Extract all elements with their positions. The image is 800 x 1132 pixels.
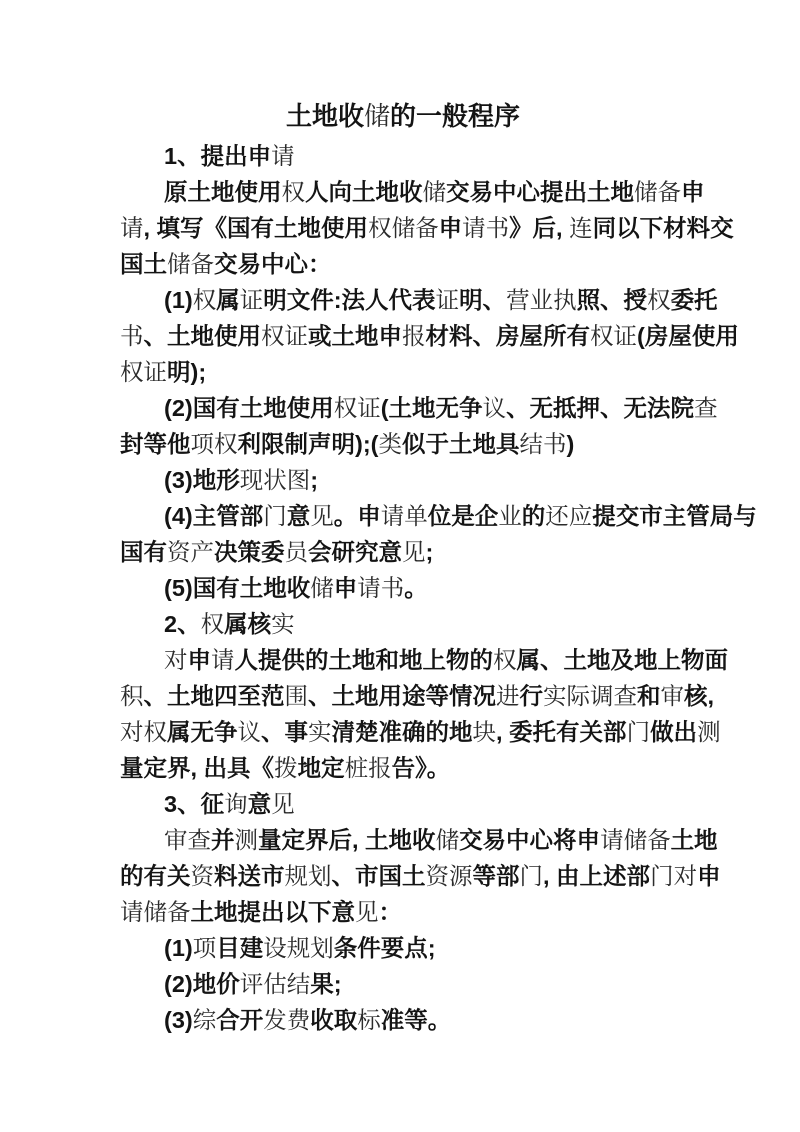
fallback-glyph: 积 xyxy=(120,684,144,710)
fallback-glyph: 备 xyxy=(190,252,214,278)
fallback-glyph: 应 xyxy=(568,504,593,530)
text-line: 封等他项权利限制声明);(类似于土地具结书) xyxy=(120,431,575,458)
fallback-glyph: 源 xyxy=(449,864,473,890)
fallback-glyph: 报 xyxy=(402,324,426,350)
text-line: 书、土地使用权证或土地申报材料、房屋所有权证(房屋使用 xyxy=(120,323,739,350)
fallback-glyph: 审 xyxy=(164,828,188,854)
fallback-glyph: 证 xyxy=(435,288,460,314)
text-line: 对权属无争议、事实清楚准确的地块, 委托有关部门做出测 xyxy=(120,719,721,746)
fallback-glyph: 门 xyxy=(519,864,543,890)
fallback-glyph: 结 xyxy=(519,432,543,458)
fallback-glyph: 资 xyxy=(425,864,449,890)
fallback-glyph: 证 xyxy=(613,324,637,350)
fallback-glyph: 规 xyxy=(284,864,308,890)
fallback-glyph: 见 xyxy=(402,540,426,566)
fallback-glyph: 围 xyxy=(284,684,308,710)
fallback-glyph: 对 xyxy=(120,720,144,746)
fallback-glyph: 备 xyxy=(167,900,191,926)
fallback-glyph: 现 xyxy=(239,468,264,494)
fallback-glyph: 储 xyxy=(623,828,648,854)
fallback-glyph: 拨 xyxy=(274,756,298,782)
fallback-glyph: 证 xyxy=(357,396,381,422)
text-line: (5)国有土地收储申请书。 xyxy=(164,575,428,602)
fallback-glyph: 权 xyxy=(214,432,238,458)
fallback-glyph: 议 xyxy=(237,720,261,746)
text-line: 的有关资料送市规划、市国土资源等部门, 由上述部门对申 xyxy=(120,863,721,890)
fallback-glyph: 权 xyxy=(120,360,144,386)
fallback-glyph: 费 xyxy=(286,1008,311,1034)
fallback-glyph: 查 xyxy=(187,828,211,854)
text-line: 2、权属核实 xyxy=(164,611,295,638)
fallback-glyph: 审 xyxy=(660,684,684,710)
text-line: (4)主管部门意见。申请单位是企业的还应提交市主管局与 xyxy=(164,503,757,530)
text-line: 请储备土地提出以下意见： xyxy=(120,899,402,926)
fallback-glyph: 查 xyxy=(613,684,637,710)
fallback-glyph: 门 xyxy=(626,720,651,746)
fallback-glyph: 书 xyxy=(380,576,405,602)
document-body xyxy=(120,139,757,1039)
fallback-glyph: 评 xyxy=(239,972,264,998)
fallback-glyph: 产 xyxy=(190,540,214,566)
text-line: 国有资产决策委员会研究意见; xyxy=(120,539,434,566)
fallback-glyph: 报 xyxy=(368,756,392,782)
fallback-glyph: 际 xyxy=(566,684,590,710)
fallback-glyph: 员 xyxy=(284,540,308,566)
fallback-glyph: 书 xyxy=(485,216,510,242)
fallback-glyph: 进 xyxy=(496,684,520,710)
fallback-glyph: 请 xyxy=(462,216,486,242)
fallback-glyph: 规 xyxy=(286,936,311,962)
fallback-glyph: 桩 xyxy=(344,756,369,782)
text-line: (2)国有土地使用权证(土地无争议、无抵押、无法院查 xyxy=(164,395,718,422)
fallback-glyph: 实 xyxy=(308,720,332,746)
text-line: 原土地使用权人向土地收储交易中心提出土地储备申 xyxy=(164,179,705,206)
fallback-glyph: 储 xyxy=(422,180,446,206)
fallback-glyph: 储 xyxy=(634,180,658,206)
fallback-glyph: 询 xyxy=(224,792,248,818)
text-line: (1)权属证明文件:法人代表证明、营业执照、授权委托 xyxy=(164,287,718,314)
fallback-glyph: 门 xyxy=(263,504,287,530)
fallback-glyph: 请 xyxy=(357,576,381,602)
fallback-glyph: 对 xyxy=(673,864,698,890)
fallback-glyph: 设 xyxy=(263,936,287,962)
text-line: 请, 填写《国有土地使用权储备申请书》后, 连同以下材料交 xyxy=(120,215,734,242)
fallback-glyph: 书 xyxy=(120,324,144,350)
text-line: (2)地价评估结果; xyxy=(164,971,342,998)
fallback-glyph: 块 xyxy=(472,720,496,746)
fallback-glyph: 营 xyxy=(506,288,530,314)
fallback-glyph: 估 xyxy=(263,972,287,998)
fallback-glyph: 资 xyxy=(167,540,191,566)
fallback-glyph: 见 xyxy=(355,900,379,926)
fallback-glyph: 单 xyxy=(404,504,428,530)
fallback-glyph: 查 xyxy=(694,396,718,422)
fallback-glyph: 对 xyxy=(164,648,188,674)
fallback-glyph: 储 xyxy=(391,216,416,242)
text-line: 对申请人提供的土地和地上物的权属、土地及地上物面 xyxy=(164,647,728,674)
document-title: 土地收储的一般程序 xyxy=(285,101,521,131)
fallback-glyph: 储 xyxy=(435,828,460,854)
fallback-glyph: 权 xyxy=(261,324,285,350)
fallback-glyph: 权 xyxy=(368,216,392,242)
fallback-glyph: 综 xyxy=(192,1008,217,1034)
fallback-glyph: 储 xyxy=(167,252,191,278)
text-line: 3、征询意见 xyxy=(164,791,295,818)
fallback-glyph: 还 xyxy=(545,504,569,530)
text-line: 1、提出申请 xyxy=(164,143,295,170)
fallback-glyph: 书 xyxy=(542,432,567,458)
text-line: (1)项目建设规划条件要点; xyxy=(164,935,436,962)
fallback-glyph: 测 xyxy=(234,828,258,854)
fallback-glyph: 门 xyxy=(650,864,674,890)
text-line: 权证明); xyxy=(120,359,207,386)
fallback-glyph: 储 xyxy=(143,900,167,926)
fallback-glyph: 备 xyxy=(657,180,681,206)
text-line: 积、土地四至范围、土地用途等情况进行实际调查和审核, xyxy=(120,683,715,710)
fallback-glyph: 划 xyxy=(308,864,332,890)
fallback-glyph: 项 xyxy=(190,432,214,458)
text-line: 国土储备交易中心： xyxy=(120,251,332,278)
fallback-glyph: 请 xyxy=(271,144,295,170)
fallback-glyph: 请 xyxy=(600,828,624,854)
fallback-glyph: 权 xyxy=(281,180,305,206)
fallback-glyph: 议 xyxy=(482,396,507,422)
fallback-glyph: 请 xyxy=(211,648,235,674)
fallback-glyph: 连 xyxy=(569,216,593,242)
fallback-glyph: 权 xyxy=(200,612,225,638)
fallback-glyph: 测 xyxy=(697,720,721,746)
fallback-glyph: 资 xyxy=(190,864,214,890)
fallback-glyph: 见 xyxy=(271,792,295,818)
fallback-glyph: 权 xyxy=(143,720,167,746)
text-line: 审查并测量定界后, 土地收储交易中心将申请储备土地 xyxy=(164,827,718,854)
fallback-glyph: 类 xyxy=(378,432,402,458)
fallback-glyph: 储 xyxy=(310,576,334,602)
fallback-glyph: 业 xyxy=(498,504,522,530)
fallback-glyph: 见 xyxy=(310,504,334,530)
fallback-glyph: 结 xyxy=(286,972,311,998)
fallback-glyph: 标 xyxy=(357,1008,381,1034)
document-content xyxy=(120,96,757,1039)
fallback-glyph: 权 xyxy=(493,648,517,674)
fallback-glyph: 实 xyxy=(271,612,295,638)
fallback-glyph: 图 xyxy=(286,468,311,494)
fallback-glyph: 请 xyxy=(380,504,405,530)
fallback-glyph: 业 xyxy=(529,288,554,314)
fallback-glyph: 项 xyxy=(192,936,217,962)
text-line: (3)综合开发费收取标准等。 xyxy=(164,1007,452,1034)
text-line: 量定界, 出具《拨地定桩报告》。 xyxy=(120,755,451,782)
fallback-glyph: 备 xyxy=(415,216,439,242)
fallback-glyph: 请 xyxy=(120,216,144,242)
fallback-glyph: 证 xyxy=(284,324,308,350)
text-line: (3)地形现状图; xyxy=(164,467,319,494)
fallback-glyph: 发 xyxy=(263,1008,287,1034)
fallback-glyph: 权 xyxy=(333,396,358,422)
fallback-glyph: 实 xyxy=(543,684,567,710)
fallback-glyph: 证 xyxy=(143,360,167,386)
fallback-glyph: 证 xyxy=(239,288,264,314)
fallback-glyph: 权 xyxy=(647,288,671,314)
fallback-glyph: 权 xyxy=(192,288,217,314)
fallback-glyph: 划 xyxy=(310,936,334,962)
fallback-glyph: 状 xyxy=(263,468,287,494)
fallback-glyph: 权 xyxy=(590,324,614,350)
fallback-glyph: 请 xyxy=(120,900,144,926)
fallback-glyph: 调 xyxy=(590,684,614,710)
fallback-glyph: 执 xyxy=(553,288,577,314)
fallback-glyph: 储 xyxy=(363,102,390,131)
fallback-glyph: 备 xyxy=(647,828,671,854)
